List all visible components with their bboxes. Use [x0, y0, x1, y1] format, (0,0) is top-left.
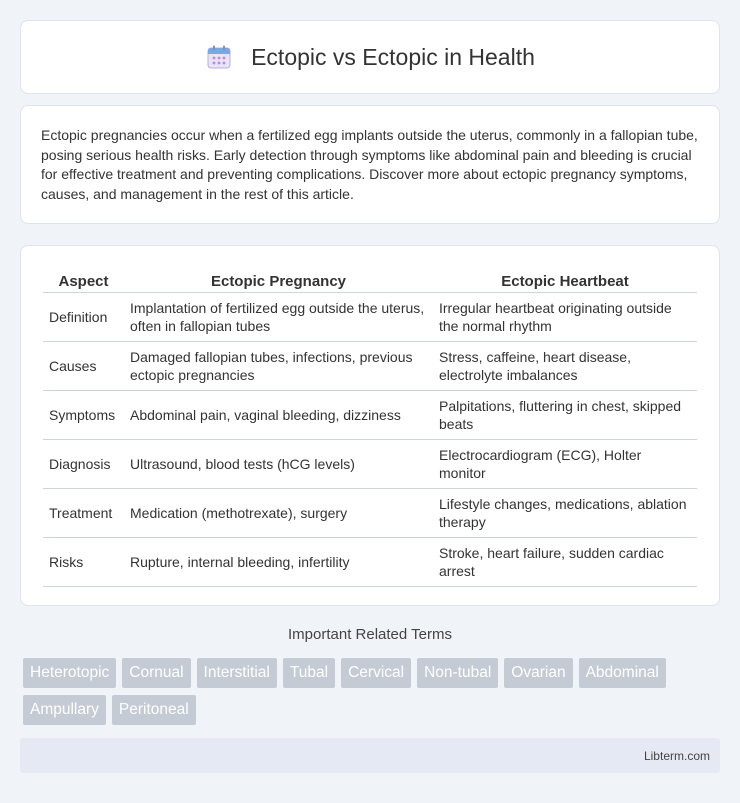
header-card: [20, 20, 720, 94]
row-aspect: Diagnosis: [43, 439, 124, 488]
row-heartbeat-cell: Lifestyle changes, medications, ablation therapy: [433, 488, 697, 537]
table-header-row: [43, 266, 697, 292]
footer: [20, 738, 720, 773]
row-aspect: Risks: [43, 537, 124, 586]
related-terms-title: Important Related Terms: [288, 626, 452, 643]
tag-cervical[interactable]: Cervical: [341, 658, 411, 688]
row-pregnancy-cell: Damaged fallopian tubes, infections, previous ectopic pregnancies: [124, 341, 433, 390]
row-pregnancy-cell: Implantation of fertilized egg outside the uterus, often in fallopian tubes: [124, 292, 433, 341]
row-aspect: Symptoms: [43, 390, 124, 439]
tag-cornual[interactable]: Cornual: [122, 658, 190, 688]
header-ectopic-pregnancy: Ectopic Pregnancy: [124, 266, 433, 292]
table-row: [43, 341, 697, 390]
row-aspect: Causes: [43, 341, 124, 390]
table-row: [43, 390, 697, 439]
comparison-card: [20, 245, 720, 606]
page-title: Ectopic vs Ectopic in Health: [251, 43, 535, 70]
intro-card: [20, 105, 720, 224]
related-terms-list: [23, 658, 713, 725]
row-heartbeat-cell: Palpitations, fluttering in chest, skipped beats: [433, 390, 697, 439]
row-pregnancy-cell: Medication (methotrexate), surgery: [124, 488, 433, 537]
row-heartbeat-cell: Stroke, heart failure, sudden cardiac arrest: [433, 537, 697, 586]
tag-interstitial[interactable]: Interstitial: [197, 658, 277, 688]
tag-peritoneal[interactable]: Peritoneal: [112, 695, 196, 725]
row-pregnancy-cell: Ultrasound, blood tests (hCG levels): [124, 439, 433, 488]
tag-ovarian[interactable]: Ovarian: [504, 658, 572, 688]
footer-site-link[interactable]: Libterm.com: [643, 748, 710, 763]
tag-heterotopic[interactable]: Heterotopic: [23, 658, 116, 688]
tag-non-tubal[interactable]: Non-tubal: [417, 658, 498, 688]
row-aspect: Definition: [43, 292, 124, 341]
row-aspect: Treatment: [43, 488, 124, 537]
table-row: [43, 537, 697, 586]
table-row: [43, 439, 697, 488]
intro-text: Ectopic pregnancies occur when a fertilized egg implants outside the uterus, commonly in a fallopian tube, posing serious health risks. Early detection through symptoms like abdominal pain and bleeding is crucial for effective treatment and preventing complications. Discover more about ectopic pregnancy symptoms, causes, and management in the rest of this article.: [41, 127, 698, 202]
row-heartbeat-cell: Electrocardiogram (ECG), Holter monitor: [433, 439, 697, 488]
row-pregnancy-cell: Rupture, internal bleeding, infertility: [124, 537, 433, 586]
row-heartbeat-cell: Irregular heartbeat originating outside the normal rhythm: [433, 292, 697, 341]
table-row: [43, 292, 697, 341]
tag-ampullary[interactable]: Ampullary: [23, 695, 106, 725]
calendar-icon: [205, 43, 233, 71]
title-wrap: [205, 43, 535, 71]
tag-tubal[interactable]: Tubal: [283, 658, 335, 688]
table-row: [43, 488, 697, 537]
row-pregnancy-cell: Abdominal pain, vaginal bleeding, dizziness: [124, 390, 433, 439]
header-aspect: Aspect: [43, 266, 124, 292]
comparison-table: [43, 266, 697, 587]
header-ectopic-heartbeat: Ectopic Heartbeat: [433, 266, 697, 292]
row-heartbeat-cell: Stress, caffeine, heart disease, electrolyte imbalances: [433, 341, 697, 390]
tag-abdominal[interactable]: Abdominal: [579, 658, 666, 688]
